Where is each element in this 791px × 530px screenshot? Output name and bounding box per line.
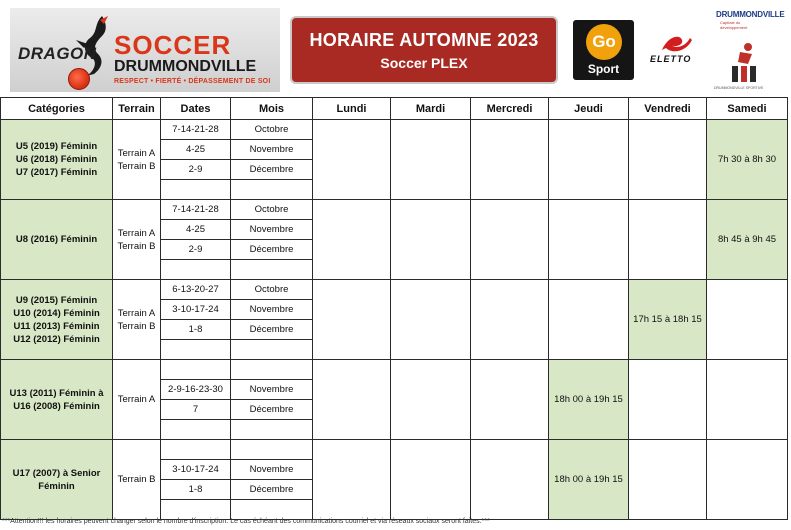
header-categories: Catégories bbox=[1, 98, 113, 120]
table-row bbox=[1, 200, 788, 220]
schedule-cell-mardi bbox=[391, 120, 471, 200]
dates-cell bbox=[161, 340, 231, 360]
schedule-cell-samedi bbox=[707, 360, 788, 440]
gosport-go-text: Go bbox=[586, 24, 622, 60]
dates-cell bbox=[161, 180, 231, 200]
month-cell bbox=[231, 500, 313, 520]
category-line: U5 (2019) Féminin bbox=[15, 141, 98, 152]
dates-cell: 7 bbox=[161, 400, 231, 420]
month-cell: Octobre bbox=[231, 280, 313, 300]
header-mardi: Mardi bbox=[391, 98, 471, 120]
category-line: U17 (2007) à Senior bbox=[12, 467, 101, 479]
category-line: U12 (2012) Féminin bbox=[13, 333, 100, 345]
month-cell: Novembre bbox=[231, 220, 313, 240]
terrain-line: Terrain A bbox=[117, 307, 156, 319]
schedule-cell-mercredi bbox=[471, 200, 549, 280]
terrain-line: Terrain A bbox=[117, 147, 156, 159]
month-cell: Décembre bbox=[231, 320, 313, 340]
dates-cell: 1-8 bbox=[161, 320, 231, 340]
footnote: ***Attention!!! les horaires peuvent changer selon le nombre d'inscription. Le cas échéant des communications courriel et via réseaux sociaux seront faites.*** bbox=[2, 518, 490, 525]
month-cell: Novembre bbox=[231, 300, 313, 320]
terrain-cell bbox=[113, 360, 161, 440]
terrain-cell bbox=[113, 200, 161, 280]
schedule-cell-vendredi: 17h 15 à 18h 15 bbox=[629, 280, 707, 360]
schedule-cell-mardi bbox=[391, 360, 471, 440]
category-cell bbox=[1, 120, 113, 200]
schedule-cell-mercredi bbox=[471, 120, 549, 200]
month-cell bbox=[231, 340, 313, 360]
terrain-line: Terrain A bbox=[117, 227, 156, 239]
page-title: HORAIRE AUTOMNE 2023 bbox=[309, 30, 539, 50]
table-header-row bbox=[1, 98, 788, 120]
schedule-table bbox=[0, 97, 788, 520]
eletto-swoosh-icon bbox=[658, 32, 694, 54]
category-line: U8 (2016) Féminin bbox=[15, 234, 98, 245]
schedule-cell-jeudi: 18h 00 à 19h 15 bbox=[549, 360, 629, 440]
terrain-cell bbox=[113, 280, 161, 360]
month-cell: Décembre bbox=[231, 480, 313, 500]
eletto-logo bbox=[648, 32, 704, 66]
schedule-cell-jeudi: 18h 00 à 19h 15 bbox=[549, 440, 629, 520]
drummondville-logo bbox=[712, 10, 785, 90]
dates-cell bbox=[161, 420, 231, 440]
terrain-line: Terrain A bbox=[117, 394, 156, 405]
schedule-cell-samedi bbox=[707, 440, 788, 520]
drummondville-tagline: Capitale du développement bbox=[720, 20, 748, 30]
month-cell: Novembre bbox=[231, 460, 313, 480]
schedule-cell-mardi bbox=[391, 280, 471, 360]
month-cell: Novembre bbox=[231, 140, 313, 160]
month-cell: Novembre bbox=[231, 380, 313, 400]
terrain-cell bbox=[113, 120, 161, 200]
page-header bbox=[0, 0, 791, 96]
dates-cell bbox=[161, 260, 231, 280]
category-cell bbox=[1, 440, 113, 520]
dates-cell: 6-13-20-27 bbox=[161, 280, 231, 300]
category-line: U9 (2015) Féminin bbox=[15, 294, 98, 306]
table-row bbox=[1, 280, 788, 300]
category-line: U16 (2008) Féminin bbox=[13, 400, 100, 412]
header-samedi: Samedi bbox=[707, 98, 788, 120]
month-cell bbox=[231, 440, 313, 460]
terrain-line: Terrain B bbox=[117, 320, 156, 332]
schedule-cell-jeudi bbox=[549, 120, 629, 200]
schedule-cell-jeudi bbox=[549, 280, 629, 360]
table-row bbox=[1, 360, 788, 380]
dates-cell: 4-25 bbox=[161, 220, 231, 240]
terrain-line: Terrain B bbox=[117, 240, 156, 252]
dates-cell bbox=[161, 360, 231, 380]
terrain-cell bbox=[113, 440, 161, 520]
dates-cell: 1-8 bbox=[161, 480, 231, 500]
terrain-line: Terrain B bbox=[117, 474, 156, 485]
month-cell: Décembre bbox=[231, 400, 313, 420]
schedule-cell-mercredi bbox=[471, 280, 549, 360]
category-cell bbox=[1, 280, 113, 360]
title-box bbox=[290, 16, 558, 84]
gosport-logo bbox=[573, 20, 634, 80]
month-cell: Octobre bbox=[231, 200, 313, 220]
category-line: U7 (2017) Féminin bbox=[15, 167, 98, 178]
schedule-cell-mercredi bbox=[471, 440, 549, 520]
dragon-soccer-logo bbox=[10, 8, 280, 92]
month-cell: Décembre bbox=[231, 160, 313, 180]
schedule-cell-mercredi bbox=[471, 360, 549, 440]
schedule-cell-lundi bbox=[313, 120, 391, 200]
category-line: U10 (2014) Féminin bbox=[13, 307, 100, 319]
schedule-cell-lundi bbox=[313, 200, 391, 280]
schedule-cell-vendredi bbox=[629, 440, 707, 520]
schedule-cell-jeudi bbox=[549, 200, 629, 280]
eletto-text: ELETTO bbox=[650, 54, 692, 64]
month-cell: Décembre bbox=[231, 240, 313, 260]
dates-cell: 2-9 bbox=[161, 240, 231, 260]
header-terrain: Terrain bbox=[113, 98, 161, 120]
month-cell bbox=[231, 360, 313, 380]
header-mercredi: Mercredi bbox=[471, 98, 549, 120]
logo-motto: RESPECT • FIERTÉ • DÉPASSEMENT DE SOI bbox=[114, 78, 271, 85]
table-body bbox=[1, 120, 788, 520]
schedule-cell-lundi bbox=[313, 440, 391, 520]
month-cell: Octobre bbox=[231, 120, 313, 140]
category-cell bbox=[1, 200, 113, 280]
header-dates: Dates bbox=[161, 98, 231, 120]
dates-cell bbox=[161, 500, 231, 520]
terrain-line: Terrain B bbox=[117, 160, 156, 172]
schedule-cell-vendredi bbox=[629, 120, 707, 200]
category-line: U6 (2018) Féminin bbox=[15, 154, 98, 165]
schedule-cell-mardi bbox=[391, 200, 471, 280]
category-cell bbox=[1, 360, 113, 440]
schedule-cell-samedi: 8h 45 à 9h 45 bbox=[707, 200, 788, 280]
schedule-cell-mardi bbox=[391, 440, 471, 520]
schedule-cell-lundi bbox=[313, 360, 391, 440]
table-row bbox=[1, 440, 788, 460]
gosport-sport-text: Sport bbox=[587, 62, 620, 76]
dates-cell bbox=[161, 440, 231, 460]
dates-cell: 7-14-21-28 bbox=[161, 120, 231, 140]
dates-cell: 4-25 bbox=[161, 140, 231, 160]
drummondville-footer-text: DRUMMONDVILLE SPORTIVE bbox=[714, 86, 764, 90]
page-subtitle: Soccer PLEX bbox=[380, 55, 468, 71]
month-cell bbox=[231, 420, 313, 440]
schedule-cell-samedi: 7h 30 à 8h 30 bbox=[707, 120, 788, 200]
schedule-cell-lundi bbox=[313, 280, 391, 360]
logo-dragon-text: DRAGON bbox=[18, 44, 97, 63]
category-line: U13 (2011) Féminin à bbox=[9, 387, 104, 399]
drummondville-sportive-icon bbox=[730, 42, 758, 84]
logo-soccer-text: SOCCER bbox=[114, 30, 232, 60]
schedule-cell-vendredi bbox=[629, 360, 707, 440]
header-vendredi: Vendredi bbox=[629, 98, 707, 120]
header-mois: Mois bbox=[231, 98, 313, 120]
schedule-cell-samedi bbox=[707, 280, 788, 360]
month-cell bbox=[231, 180, 313, 200]
drummondville-text: DRUMMONDVILLE bbox=[716, 10, 785, 19]
logo-city-text: DRUMMONDVILLE bbox=[114, 58, 257, 75]
month-cell bbox=[231, 260, 313, 280]
schedule-cell-vendredi bbox=[629, 200, 707, 280]
dates-cell: 2-9 bbox=[161, 160, 231, 180]
dates-cell: 7-14-21-28 bbox=[161, 200, 231, 220]
table-row bbox=[1, 120, 788, 140]
category-line: Féminin bbox=[38, 480, 75, 492]
dates-cell: 3-10-17-24 bbox=[161, 460, 231, 480]
header-jeudi: Jeudi bbox=[549, 98, 629, 120]
dates-cell: 2-9-16-23-30 bbox=[161, 380, 231, 400]
header-lundi: Lundi bbox=[313, 98, 391, 120]
soccer-ball-icon bbox=[68, 68, 90, 90]
category-line: U11 (2013) Féminin bbox=[13, 320, 100, 332]
dates-cell: 3-10-17-24 bbox=[161, 300, 231, 320]
